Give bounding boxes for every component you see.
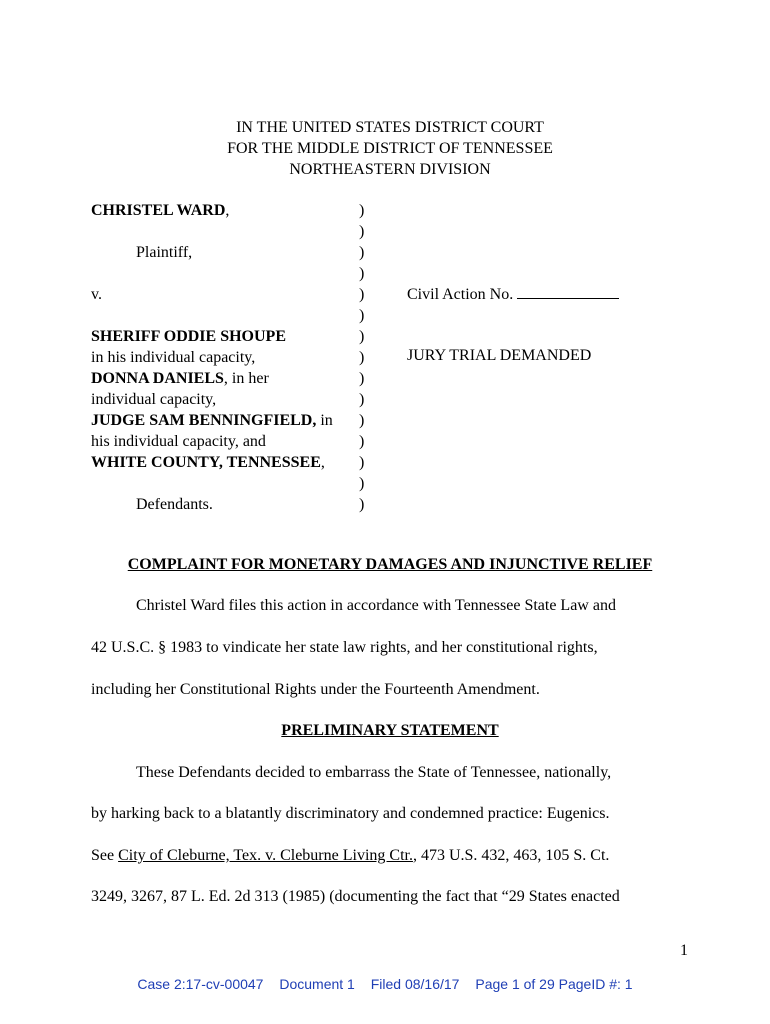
footer-page-id: Page 1 of 29 PageID #: 1 [475,976,633,992]
caption-paren: ) [359,223,365,240]
defendant-benningfield-capacity-b: his individual capacity, and [91,433,266,450]
preliminary-line-3 [91,847,609,865]
intro-line-3: including her Constitutional Rights under the Fourteenth Amendment. [91,681,540,698]
defendant-daniels-capacity-a: , in her [223,370,269,387]
case-citation-cleburne: City of Cleburne, Tex. v. Cleburne Living Ctr. [118,847,413,864]
footer-case-number: Case 2:17-cv-00047 [137,976,264,992]
page-number: 1 [680,942,688,959]
civil-action-number [407,284,619,304]
complaint-title: COMPLAINT FOR MONETARY DAMAGES AND INJUNCTIVE RELIEF [127,556,653,573]
caption-paren: ) [359,286,365,303]
defendant-daniels-capacity-b: individual capacity, [91,391,217,408]
caption-paren: ) [359,412,365,429]
caption-paren: ) [359,391,365,408]
defendant-white-county-name: WHITE COUNTY, TENNESSEE [91,454,321,471]
footer-filed-date: Filed 08/16/17 [370,976,460,992]
caption-paren: ) [359,496,365,513]
defendant-shoupe-name: SHERIFF ODDIE SHOUPE [91,328,286,345]
defendants-label: Defendants. [136,496,213,513]
civil-action-label: Civil Action No. [407,286,514,303]
court-name-line: IN THE UNITED STATES DISTRICT COURT [236,119,544,136]
versus-label: v. [91,286,102,303]
defendant-benningfield-capacity-a: in [316,412,333,429]
caption-parties [91,200,333,515]
caption-paren: ) [359,370,365,387]
caption-paren: ) [359,265,365,282]
jury-trial-demanded: JURY TRIAL DEMANDED [407,347,592,364]
preliminary-line-2: by harking back to a blatantly discriminatory and condemned practice: Eugenics. [91,805,610,822]
preliminary-line-1: These Defendants decided to embarrass the State of Tennessee, nationally, [136,764,612,781]
court-district-line: FOR THE MIDDLE DISTRICT OF TENNESSEE [227,140,553,157]
defendant-benningfield-name: JUDGE SAM BENNINGFIELD, [91,412,317,429]
intro-line-1: Christel Ward files this action in accordance with Tennessee State Law and [136,597,616,614]
plaintiff-label: Plaintiff, [136,244,193,261]
defendant-shoupe-capacity: in his individual capacity, [91,349,256,366]
caption-paren: ) [359,454,365,471]
preliminary-line-4: 3249, 3267, 87 L. Ed. 2d 313 (1985) (documenting the fact that “29 States enacted [91,888,620,905]
intro-line-2: 42 U.S.C. § 1983 to vindicate her state law rights, and her constitutional rights, [91,639,598,656]
court-division-line: NORTHEASTERN DIVISION [289,161,491,178]
preliminary-statement-heading: PRELIMINARY STATEMENT [281,722,499,739]
caption-paren: ) [359,328,365,345]
plaintiff-name: CHRISTEL WARD [91,202,226,219]
caption-paren: ) [359,202,365,219]
civil-action-blank-line [517,284,619,299]
citation-reporter: , 473 U.S. 432, 463, 105 S. Ct. [412,847,610,864]
caption-paren: ) [359,433,365,450]
footer-document-number: Document 1 [279,976,355,992]
defendant-daniels-name: DONNA DANIELS [91,370,224,387]
see-signal: See [91,847,119,864]
plaintiff-comma: , [225,202,230,219]
caption-paren: ) [359,307,365,324]
ecf-filing-footer [0,976,770,992]
caption-paren: ) [359,244,365,261]
defendant-white-county-comma: , [320,454,325,471]
caption-paren: ) [359,349,365,366]
caption-parentheses [359,200,364,515]
caption-paren: ) [359,475,365,492]
